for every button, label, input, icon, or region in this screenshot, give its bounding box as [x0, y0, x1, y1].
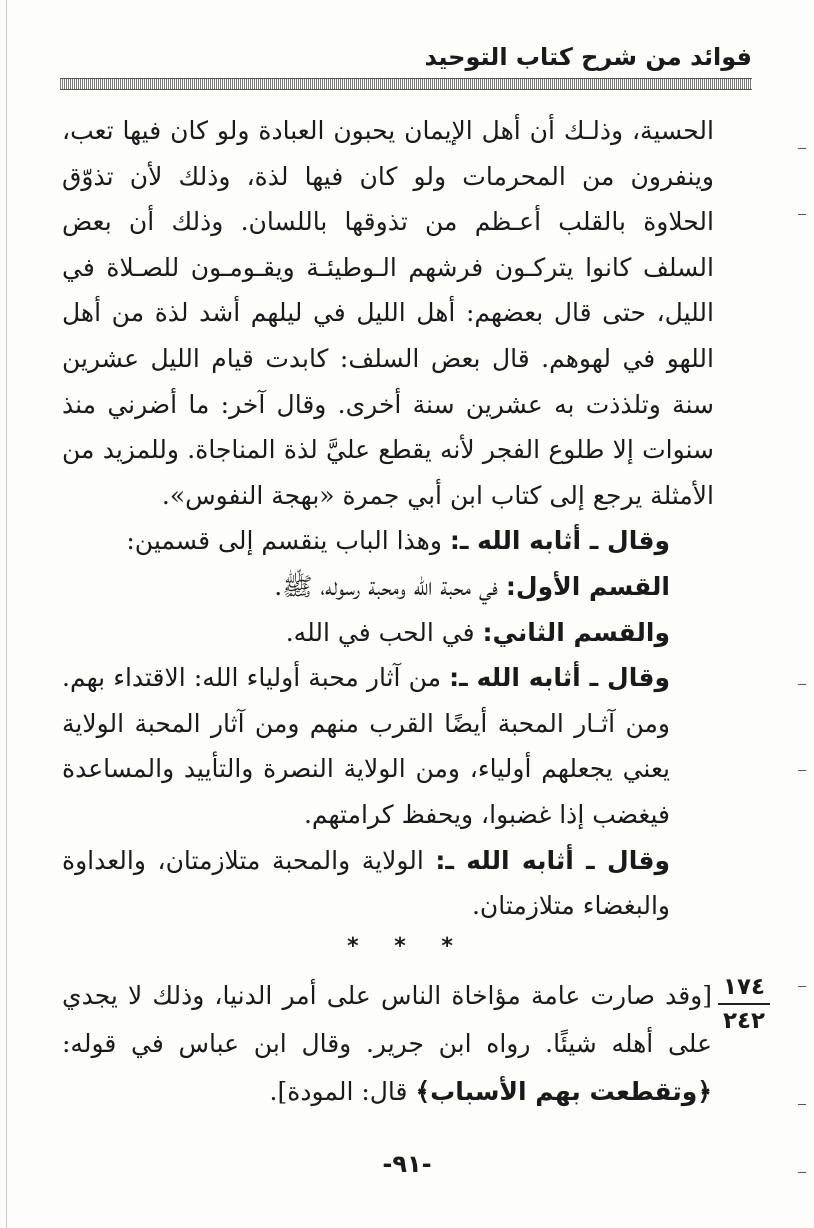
part-1	[62, 564, 714, 610]
section-2-text: من آثار محبة أولياء الله: الاقتداء بهم. ومن آثـار المحبة أيضًا القرب منهم ومن آثار المحبة الولاية يعني يجعلهم أولياء، ومن الولاية النصرة والتأييد والمساعدة فيغضب إذا غضبوا، ويحفظ كرامتهم.	[62, 663, 670, 829]
page-number: -٩١-	[382, 1150, 432, 1178]
main-text	[62, 108, 714, 929]
section-1	[62, 518, 714, 564]
header-rule	[60, 78, 752, 90]
part-1-text: في محبة الله ومحبة رسوله، ﷺ.	[274, 571, 506, 601]
quran-quote: ﴿وتقطعت بهم الأسباب﴾	[415, 1077, 712, 1106]
section-1-text: وهذا الباب ينقسم إلى قسمين:	[126, 526, 450, 556]
margin-mark	[798, 770, 806, 771]
running-header: فوائد من شرح كتاب التوحيد	[424, 43, 752, 71]
section-2	[62, 655, 714, 837]
margin-mark	[798, 684, 806, 685]
footnote	[62, 972, 712, 1116]
footnote-number	[716, 972, 772, 1036]
margin-mark	[798, 148, 806, 149]
part-2-lead: والقسم الثاني:	[482, 617, 670, 647]
footnote-text-after: قال: المودة].	[269, 1077, 416, 1106]
section-3-text: الولاية والمحبة متلازمتان، والعداوة والبغضاء متلازمتان.	[62, 845, 670, 921]
section-3	[62, 838, 714, 929]
part-2-text: في الحب في الله.	[285, 617, 483, 647]
page-edge	[6, 0, 7, 1228]
section-3-lead: وقال ـ أثابه الله ـ:	[435, 845, 671, 875]
part-1-lead: القسم الأول:	[505, 571, 670, 601]
footnote-number-bottom: ٢٤٢	[722, 1008, 766, 1034]
footnote-number-top: ١٧٤	[722, 974, 766, 1000]
margin-mark	[798, 214, 806, 215]
section-separator: * * *	[347, 934, 467, 959]
footnote-text-before: [وقد صارت عامة مؤاخاة الناس على أمر الدنيا، وذلك لا يجدي على أهله شيئًا. رواه ابن جرير. وقال ابن عباس في قوله:	[62, 981, 712, 1058]
section-1-lead: وقال ـ أثابه الله ـ:	[449, 526, 670, 556]
paragraph-intro: الحسية، وذلـك أن أهل الإيمان يحبون العبادة ولو كان فيها تعب، وينفرون من المحرمات ولو كان فيها لذة، وذلك لأن تذوّق الحلاوة بالقلب أعـظم من تذوقها باللسان. وذلك أن بعض السلف كانوا يتركـون فرشهم الـوطيئـة ويقـومـون للصـلاة في الليل، حتى قال بعضهم: أهل الليل في ليلهم أشد لذة من أهل اللهو في لهوهم. قال بعض السلف: كابدت قيام الليل عشرين سنة وتلذذت به عشرين سنة أخرى. وقال آخر: ما أضرني منذ سنوات إلا طلوع الفجر لأنه يقطع عليَّ لذة المناجاة. وللمزيد من الأمثلة يرجع إلى كتاب ابن أبي جمرة «بهجة النفوس».	[62, 116, 714, 510]
footnote-number-rule	[718, 1003, 770, 1005]
footnote-paragraph	[62, 972, 712, 1116]
section-2-lead: وقال ـ أثابه الله ـ:	[449, 663, 670, 693]
margin-mark	[798, 1104, 806, 1105]
part-2	[62, 610, 714, 656]
margin-mark	[798, 986, 806, 987]
